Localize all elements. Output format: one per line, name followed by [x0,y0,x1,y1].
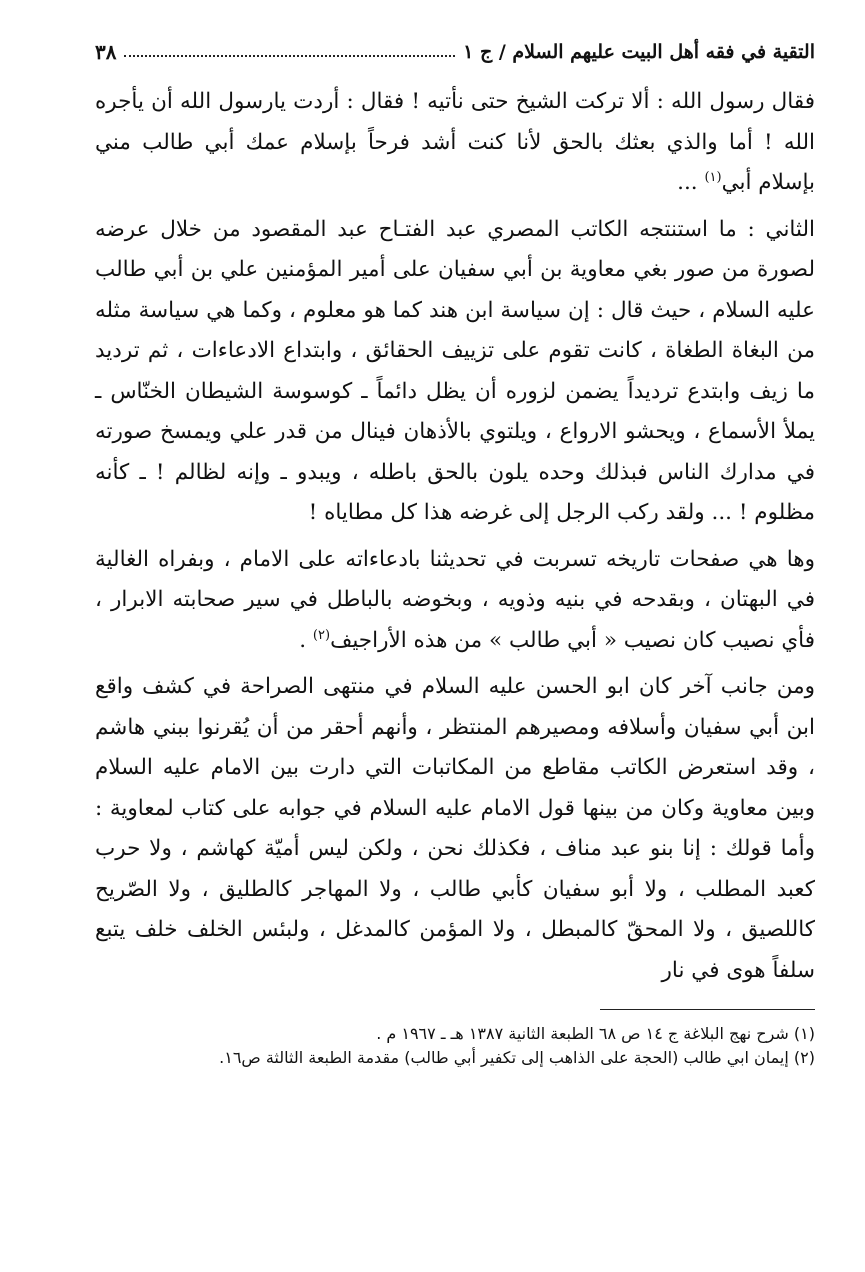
header-dot-leader [124,55,455,57]
paragraph-1-text: فقال رسول الله : ألا تركت الشيخ حتى نأتيه ! فقال : أردت يارسول الله أن يأجره الله ! أما والذي بعثك بالحق لأنا كنت أشد فرحاً بإسلام عمك أبي طالب مني بإسلام أبي [95,89,815,195]
book-page [95,30,815,1070]
body-text [95,82,815,991]
footnotes [95,1022,815,1070]
paragraph-3-text: وها هي صفحات تاريخه تسربت في تحديثنا بادعاءاته على الامام ، وبفراه الغالية في البهتان ، وبقدحه في بنيه وذويه ، وبخوضه بالباطل في سير صحابته الابرار ، فأي نصيب كان نصيب « أبي طالب » من هذه الأراجيف [95,546,815,653]
running-header [95,30,815,74]
footnote-divider [600,1009,815,1010]
page-number: ٣٨ [95,40,117,64]
paragraph-3 [95,540,815,662]
footnote-2: (٢) إيمان ابي طالب (الحجة على الذاهب إلى تكفير أبي طالب) مقدمة الطبعة الثالثة ص١٦. [219,1048,815,1067]
paragraph-2-text: الثاني : ما استنتجه الكاتب المصري عبد الفتـاح عبد المقصود من خلال عرضه لصورة من صور بغي معاوية بن أبي سفيان على أمير المؤمنين علي بن أبي طالب عليه السلام ، حيث قال : إن سياسة ابن هند كما هو معلوم ، وكما هي سياسة مثله من البغاة الطغاة ، كانت تقوم على تزييف الحقائق ، وابتداع الادعاءات ، ثم ترديد ما زيف وابتدع ترديداً يضمن لزوره أن يظل دائماً ـ كوسوسة الشيطان الخنّاس ـ يملأ الأسماع ، ويحشو الارواع ، ويلتوي بالأذهان فينال من قدر علي ويمسخ صورته في مدارك الناس فبذلك وحده يلون بالحق باطله ، ويبدو ـ وإنه لظالم ! ـ كأنه مظلوم ! ... ولقد ركب الرجل إلى غرضه هذا كل مطاياه ! [95,216,815,525]
paragraph-1 [95,82,815,204]
footnote-ref-2: (٢) [312,627,331,643]
paragraph-3-end: . [299,627,313,653]
footnote-ref-1: (١) [704,169,722,185]
paragraph-4-text: ومن جانب آخر كان ابو الحسن عليه السلام في منتهى الصراحة في كشف واقع ابن أبي سفيان وأسلافه ومصيرهم المنتظر ، وأنهم أحقر من أن يُقرنوا ببني هاشم ، وقد استعرض الكاتب مقاطع من المكاتبات التي دارت بين الامام عليه السلام وبين معاوية وكان من بينها قول الامام عليه السلام في جوابه على كتاب لمعاوية : وأما قولك : إنا بنو عبد مناف ، فكذلك نحن ، ولكن ليس أميّة كهاشم ، ولا حرب كعبد المطلب ، ولا أبو سفيان كأبي طالب ، ولا المهاجر كالطليق ، ولا الصّريح كاللصيق ، ولا المحقّ كالمبطل ، ولا المؤمن كالمدغل ، ولبئس الخلف خلف يتبع سلفاً هوى في نار [95,674,815,983]
header-title: التقية في فقه أهل البيت عليهم السلام / ج ١ [463,41,815,63]
footnote-1: (١) شرح نهج البلاغة ج ١٤ ص ٦٨ الطبعة الثانية ١٣٨٧ هـ ـ ١٩٦٧ م . [376,1024,815,1043]
paragraph-2 [95,210,815,534]
paragraph-1-ellipsis: ... [677,170,705,195]
paragraph-4 [95,667,815,991]
